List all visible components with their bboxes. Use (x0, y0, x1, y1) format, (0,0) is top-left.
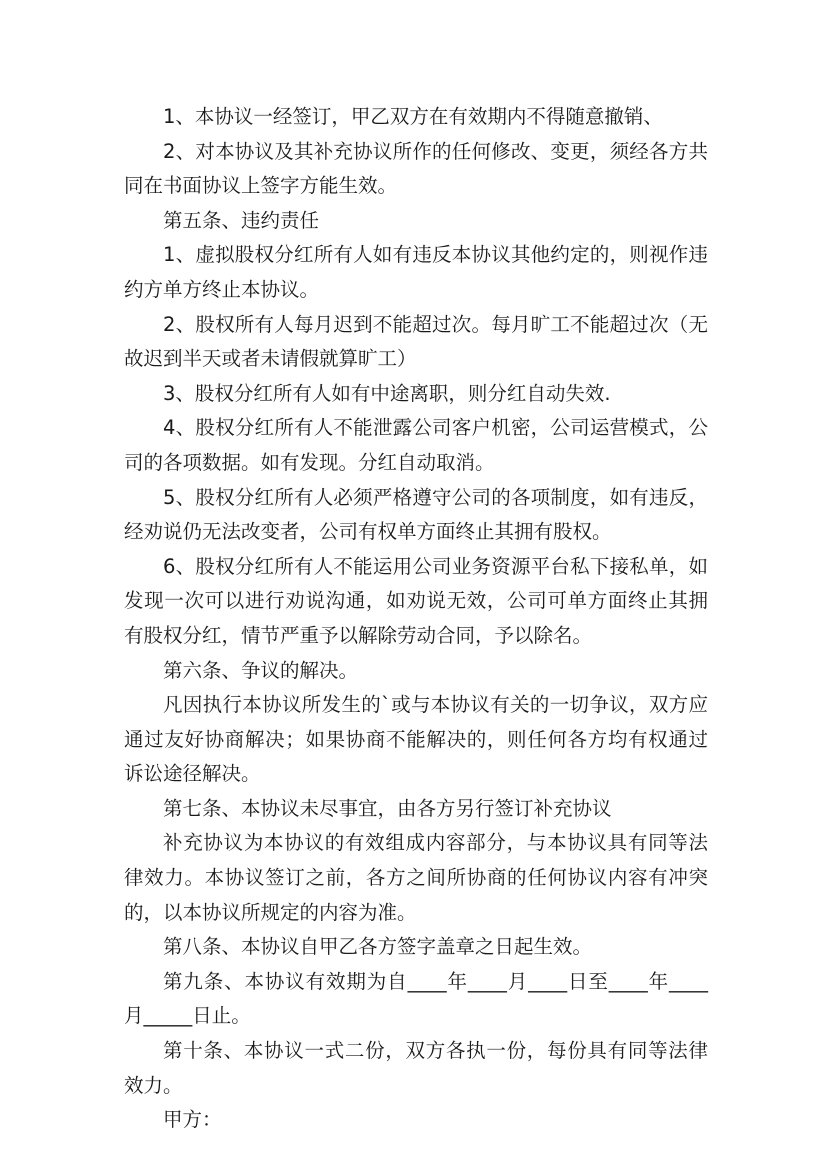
clause-10: 第十条、本协议一式二份，双方各执一份，每份具有同等法律效力。 (124, 1039, 708, 1097)
clause-5-item-2: 2、股权所有人每月迟到不能超过次。每月旷工不能超过次（无故迟到半天或者未请假就算旷工） (124, 312, 708, 371)
clause-9: 第九条、本协议有效期为自____年____月____日至____年____月_____日止。 (124, 969, 708, 1028)
clause-7-body: 补充协议为本协议的有效组成内容部分，与本协议具有同等法律效力。本协议签订之前，各方之间所协商的任何协议内容有冲突的，以本协议所规定的内容为准。 (124, 831, 708, 924)
clause-4-item-2: 2、对本协议及其补充协议所作的任何修改、变更，须经各方共同在书面协议上签字方能生效。 (124, 139, 708, 198)
clause-5-item-3: 3、股权分红所有人如有中途离职，则分红自动失效. (163, 381, 611, 405)
clause-6-body: 凡因执行本协议所发生的`或与本协议有关的一切争议，双方应通过友好协商解决；如果协商不能解决的，则任何各方均有权通过诉讼途径解决。 (124, 693, 708, 786)
clause-5-item-5: 5、股权分红所有人必须严格遵守公司的各项制度，如有违反，经劝说仍无法改变者，公司有权单方面终止其拥有股权。 (124, 485, 708, 544)
party-a-signature-label: 甲方： (163, 1108, 222, 1132)
clause-5-item-4: 4、股权分红所有人不能泄露公司客户机密，公司运营模式，公司的各项数据。如有发现。分红自动取消。 (124, 416, 708, 474)
clause-5-heading: 第五条、违约责任 (163, 208, 320, 232)
clause-7-heading: 第七条、本协议未尽事宜，由各方另行签订补充协议 (163, 796, 612, 820)
clause-6-heading: 第六条、争议的解决。 (163, 658, 359, 682)
clause-5-item-1: 1、虚拟股权分红所有人如有违反本协议其他约定的，则视作违约方单方终止本协议。 (124, 243, 708, 301)
document-body (124, 100, 708, 1138)
clause-4-item-1: 1、本协议一经签订，甲乙双方在有效期内不得随意撤销、 (163, 105, 663, 128)
clause-5-item-6: 6、股权分红所有人不能运用公司业务资源平台私下接私单，如发现一次可以进行劝说沟通，如劝说无效，公司可单方面终止其拥有股权分红，情节严重予以解除劳动合同，予以除名。 (124, 554, 708, 647)
clause-8: 第八条、本协议自甲乙各方签字盖章之日起生效。 (163, 935, 593, 959)
